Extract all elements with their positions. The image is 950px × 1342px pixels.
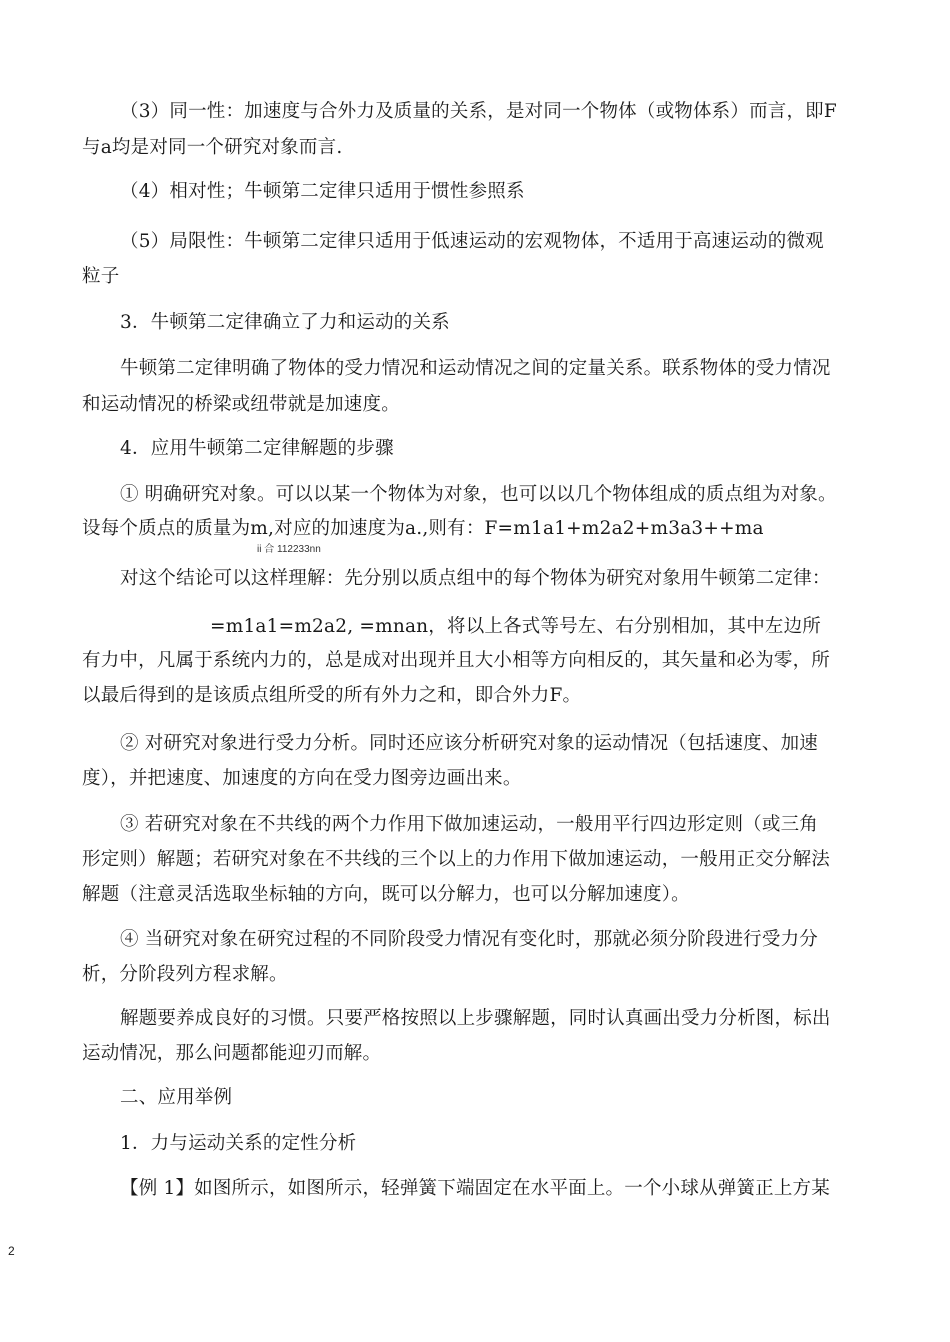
paragraph-line: 【例 1】如图所示，如图所示，轻弹簧下端固定在水平面上。一个小球从弹簧正上方某: [120, 1178, 830, 1199]
paragraph-line: （4）相对性；牛顿第二定律只适用于惯性参照系: [120, 181, 525, 202]
paragraph-line: 解题（注意灵活选取坐标轴的方向，既可以分解力，也可以分解加速度）。: [82, 884, 690, 905]
paragraph-line: 与a均是对同一个研究对象而言.: [82, 137, 343, 158]
paragraph-line: 形定则）解题；若研究对象在不共线的三个以上的力作用下做加速运动，一般用正交分解法: [82, 849, 831, 870]
paragraph-line: ③ 若研究对象在不共线的两个力作用下做加速运动，一般用平行四边形定则（或三角: [120, 814, 818, 835]
section-heading: 3．牛顿第二定律确立了力和运动的关系: [120, 312, 450, 333]
paragraph-line: 解题要养成良好的习惯。只要严格按照以上步骤解题，同时认真画出受力分析图，标出: [120, 1008, 831, 1029]
paragraph-line: （3）同一性：加速度与合外力及质量的关系，是对同一个物体（或物体系）而言，即F: [120, 101, 837, 122]
paragraph-line: ① 明确研究对象。可以以某一个物体为对象，也可以以几个物体组成的质点组为对象。: [120, 484, 837, 505]
formula-line: 设每个质点的质量为m,对应的加速度为a.,则有：F=m1a1+m2a2+m3a3++ma: [82, 518, 764, 539]
paragraph-line: 对这个结论可以这样理解：先分别以质点组中的每个物体为研究对象用牛顿第二定律：: [120, 568, 831, 589]
paragraph-line: 析，分阶段列方程求解。: [82, 964, 288, 985]
page-number: 2: [8, 1244, 15, 1258]
paragraph-line: 粒子: [82, 266, 120, 287]
paragraph-line: 和运动情况的桥梁或纽带就是加速度。: [82, 394, 400, 415]
paragraph-line: 有力中，凡属于系统内力的，总是成对出现并且大小相等方向相反的，其矢量和必为零，所: [82, 650, 831, 671]
formula-subscripts: ii 合 112233nn: [257, 544, 321, 555]
paragraph-line: （5）局限性：牛顿第二定律只适用于低速运动的宏观物体，不适用于高速运动的微观: [120, 231, 824, 252]
paragraph-line: ② 对研究对象进行受力分析。同时还应该分析研究对象的运动情况（包括速度、加速: [120, 733, 818, 754]
section-heading: 二、应用举例: [120, 1087, 233, 1108]
paragraph-line: 牛顿第二定律明确了物体的受力情况和运动情况之间的定量关系。联系物体的受力情况: [120, 358, 831, 379]
paragraph-line: 以最后得到的是该质点组所受的所有外力之和，即合外力F。: [82, 685, 582, 706]
paragraph-line: ④ 当研究对象在研究过程的不同阶段受力情况有变化时，那就必须分阶段进行受力分: [120, 929, 818, 950]
section-heading: 4．应用牛顿第二定律解题的步骤: [120, 438, 394, 459]
paragraph-line: 度），并把速度、加速度的方向在受力图旁边画出来。: [82, 768, 522, 789]
formula-line: =m1a1=m2a2, =mnan，将以上各式等号左、右分别相加，其中左边所: [210, 616, 821, 637]
paragraph-line: 运动情况，那么问题都能迎刃而解。: [82, 1043, 382, 1064]
section-heading: 1．力与运动关系的定性分析: [120, 1133, 357, 1154]
